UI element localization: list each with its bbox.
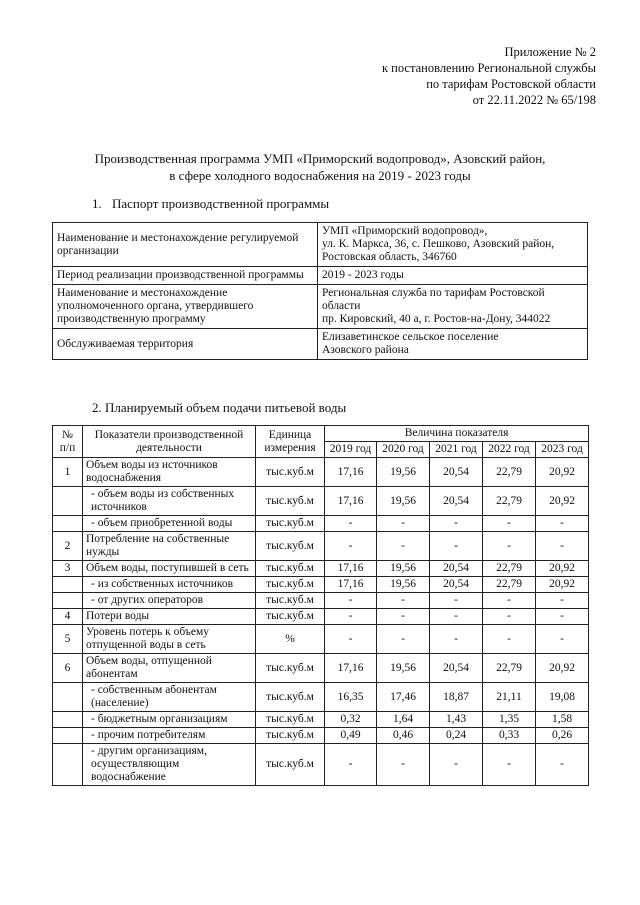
section-1-heading [92,196,329,212]
row-value: 19,56 [377,561,430,577]
row-value: - [483,593,536,609]
row-value: - [483,625,536,654]
row-indicator: Потери воды [83,609,256,625]
title-line-2: в сфере холодного водоснабжения на 2019 - 2023 годы [169,168,471,183]
row-value: 19,08 [536,683,589,712]
row-indicator: - объем приобретенной воды [83,516,256,532]
table-row [53,728,589,744]
row-unit: тыс.куб.м [256,654,325,683]
row-value: 17,16 [325,458,377,487]
table-row [53,458,589,487]
row-unit: тыс.куб.м [256,728,325,744]
passport-value-line: Азовского района [322,344,409,356]
passport-label: Наименование и местонахождение уполномоченного органа, утвердившего производственную программу [53,285,318,329]
row-value: - [536,625,589,654]
row-indicator: Объем воды из источников водоснабжения [83,458,256,487]
row-value: 20,92 [536,654,589,683]
passport-table [52,222,588,360]
row-number [53,712,83,728]
row-value: 20,54 [430,577,483,593]
row-value: 22,79 [483,561,536,577]
passport-value [318,223,588,267]
row-value: 19,56 [377,487,430,516]
row-unit: тыс.куб.м [256,487,325,516]
row-indicator: - из собственных источников [83,577,256,593]
row-value: 16,35 [325,683,377,712]
row-value: 0,26 [536,728,589,744]
row-value: - [430,593,483,609]
row-number: 4 [53,609,83,625]
row-value: - [325,609,377,625]
row-value: - [430,532,483,561]
row-number [53,593,83,609]
row-unit: тыс.куб.м [256,577,325,593]
row-value: 21,11 [483,683,536,712]
row-value: 0,32 [325,712,377,728]
section-1-number: 1. [92,196,102,211]
row-indicator: Уровень потерь к объему отпущенной воды в сеть [83,625,256,654]
table-row [53,516,589,532]
row-value: 20,92 [536,487,589,516]
row-value: - [377,532,430,561]
section-1-heading-text: Паспорт производственной программы [112,196,330,211]
row-value: 22,79 [483,458,536,487]
appendix-line: от 22.11.2022 № 65/198 [472,93,596,107]
passport-value-line: пр. Кировский, 40 а, г. Ростов-на-Дону, 344022 [322,313,551,325]
header-year: 2022 год [483,442,536,458]
row-value: - [325,744,377,786]
row-value: - [536,744,589,786]
row-unit: тыс.куб.м [256,744,325,786]
row-indicator: - от других операторов [83,593,256,609]
header-year: 2023 год [536,442,589,458]
row-value: - [325,593,377,609]
row-indicator: - прочим потребителям [83,728,256,744]
row-indicator: Потребление на собственные нужды [83,532,256,561]
row-value: 17,16 [325,487,377,516]
header-year: 2021 год [430,442,483,458]
row-number [53,683,83,712]
row-value: - [430,609,483,625]
row-number [53,516,83,532]
row-indicator: Объем воды, отпущенной абонентам [83,654,256,683]
row-value: 22,79 [483,654,536,683]
appendix-line: к постановлению Региональной службы [381,61,596,75]
table-row [53,654,589,683]
table-row [53,561,589,577]
table-row [53,683,589,712]
row-value: 19,56 [377,654,430,683]
row-value: 17,16 [325,654,377,683]
passport-label: Наименование и местонахождение регулируемой организации [53,223,318,267]
row-value: 0,49 [325,728,377,744]
row-value: 17,16 [325,577,377,593]
passport-value-line: ул. К. Маркса, 36, с. Пешково, Азовский район, [322,238,555,250]
row-value: 22,79 [483,487,536,516]
row-number: 1 [53,458,83,487]
row-value: - [377,744,430,786]
row-value: 18,87 [430,683,483,712]
row-number: 5 [53,625,83,654]
row-value: 0,46 [377,728,430,744]
passport-label: Период реализации производственной программы [53,267,318,285]
row-value: - [430,744,483,786]
row-number [53,728,83,744]
header-unit: Единица измерения [256,426,325,458]
row-value: - [536,532,589,561]
row-number [53,744,83,786]
row-value: 17,46 [377,683,430,712]
row-indicator: - бюджетным организациям [83,712,256,728]
row-value: 20,54 [430,487,483,516]
row-number: 3 [53,561,83,577]
title-line-1: Производственная программа УМП «Приморский водопровод», Азовский район, [94,151,546,166]
row-value: 17,16 [325,561,377,577]
passport-value-line: Региональная служба по тарифам Ростовской области [322,287,545,312]
row-value: 20,92 [536,458,589,487]
row-value: - [483,516,536,532]
row-value: 19,56 [377,577,430,593]
passport-value [318,329,588,360]
row-value: 1,64 [377,712,430,728]
row-value: 19,56 [377,458,430,487]
row-value: - [536,593,589,609]
row-value: 20,92 [536,577,589,593]
row-value: 1,58 [536,712,589,728]
row-value: 1,35 [483,712,536,728]
row-indicator: - собственным абонентам (население) [83,683,256,712]
row-number: 2 [53,532,83,561]
table-row [53,487,589,516]
row-value: - [325,516,377,532]
row-indicator: Объем воды, поступившей в сеть [83,561,256,577]
appendix-line: по тарифам Ростовской области [426,77,596,91]
appendix-line: Приложение № 2 [504,45,596,59]
table-row [53,532,589,561]
row-value: 0,33 [483,728,536,744]
water-volume-table [52,425,589,786]
section-2-heading: 2. Планируемый объем подачи питьевой воды [92,400,347,415]
row-value: - [536,516,589,532]
passport-row [53,329,588,360]
row-number: 6 [53,654,83,683]
row-value: - [325,532,377,561]
row-value: 22,79 [483,577,536,593]
passport-row [53,223,588,267]
row-unit: тыс.куб.м [256,516,325,532]
row-value: 20,54 [430,458,483,487]
row-unit: % [256,625,325,654]
document-title [0,150,640,184]
row-unit: тыс.куб.м [256,532,325,561]
row-indicator: - другим организациям, осуществляющим водоснабжение [83,744,256,786]
passport-value [318,285,588,329]
row-value: - [483,744,536,786]
row-number [53,487,83,516]
row-value: 1,43 [430,712,483,728]
row-unit: тыс.куб.м [256,609,325,625]
row-value: - [483,532,536,561]
table-row [53,577,589,593]
table-row [53,609,589,625]
row-value: - [536,609,589,625]
row-value: - [430,516,483,532]
passport-value [318,267,588,285]
header-indicator: Показатели производственной деятельности [83,426,256,458]
row-value: 0,24 [430,728,483,744]
row-value: 20,54 [430,654,483,683]
row-unit: тыс.куб.м [256,458,325,487]
row-value: - [377,609,430,625]
row-value: - [377,625,430,654]
header-num: № п/п [53,426,83,458]
table-row [53,593,589,609]
row-value: 20,92 [536,561,589,577]
row-value: 20,54 [430,561,483,577]
table-row [53,625,589,654]
row-value: - [377,516,430,532]
passport-value-line: 2019 - 2023 годы [322,269,404,281]
header-year: 2020 год [377,442,430,458]
passport-value-line: Елизаветинское сельское поселение [322,331,499,343]
row-value: - [483,609,536,625]
passport-value-line: УМП «Приморский водопровод», [322,225,488,237]
table-header-row [53,426,589,442]
row-indicator: - объем воды из собственных источников [83,487,256,516]
passport-row [53,285,588,329]
passport-label: Обслуживаемая территория [53,329,318,360]
row-unit: тыс.куб.м [256,712,325,728]
passport-value-line: Ростовская область, 346760 [322,251,457,263]
row-value: - [377,593,430,609]
appendix-block [296,44,596,108]
table-row [53,712,589,728]
row-value: - [430,625,483,654]
header-value-group: Величина показателя [325,426,589,442]
row-unit: тыс.куб.м [256,561,325,577]
table-row [53,744,589,786]
passport-row [53,267,588,285]
row-number [53,577,83,593]
row-unit: тыс.куб.м [256,683,325,712]
header-year: 2019 год [325,442,377,458]
row-unit: тыс.куб.м [256,593,325,609]
row-value: - [325,625,377,654]
